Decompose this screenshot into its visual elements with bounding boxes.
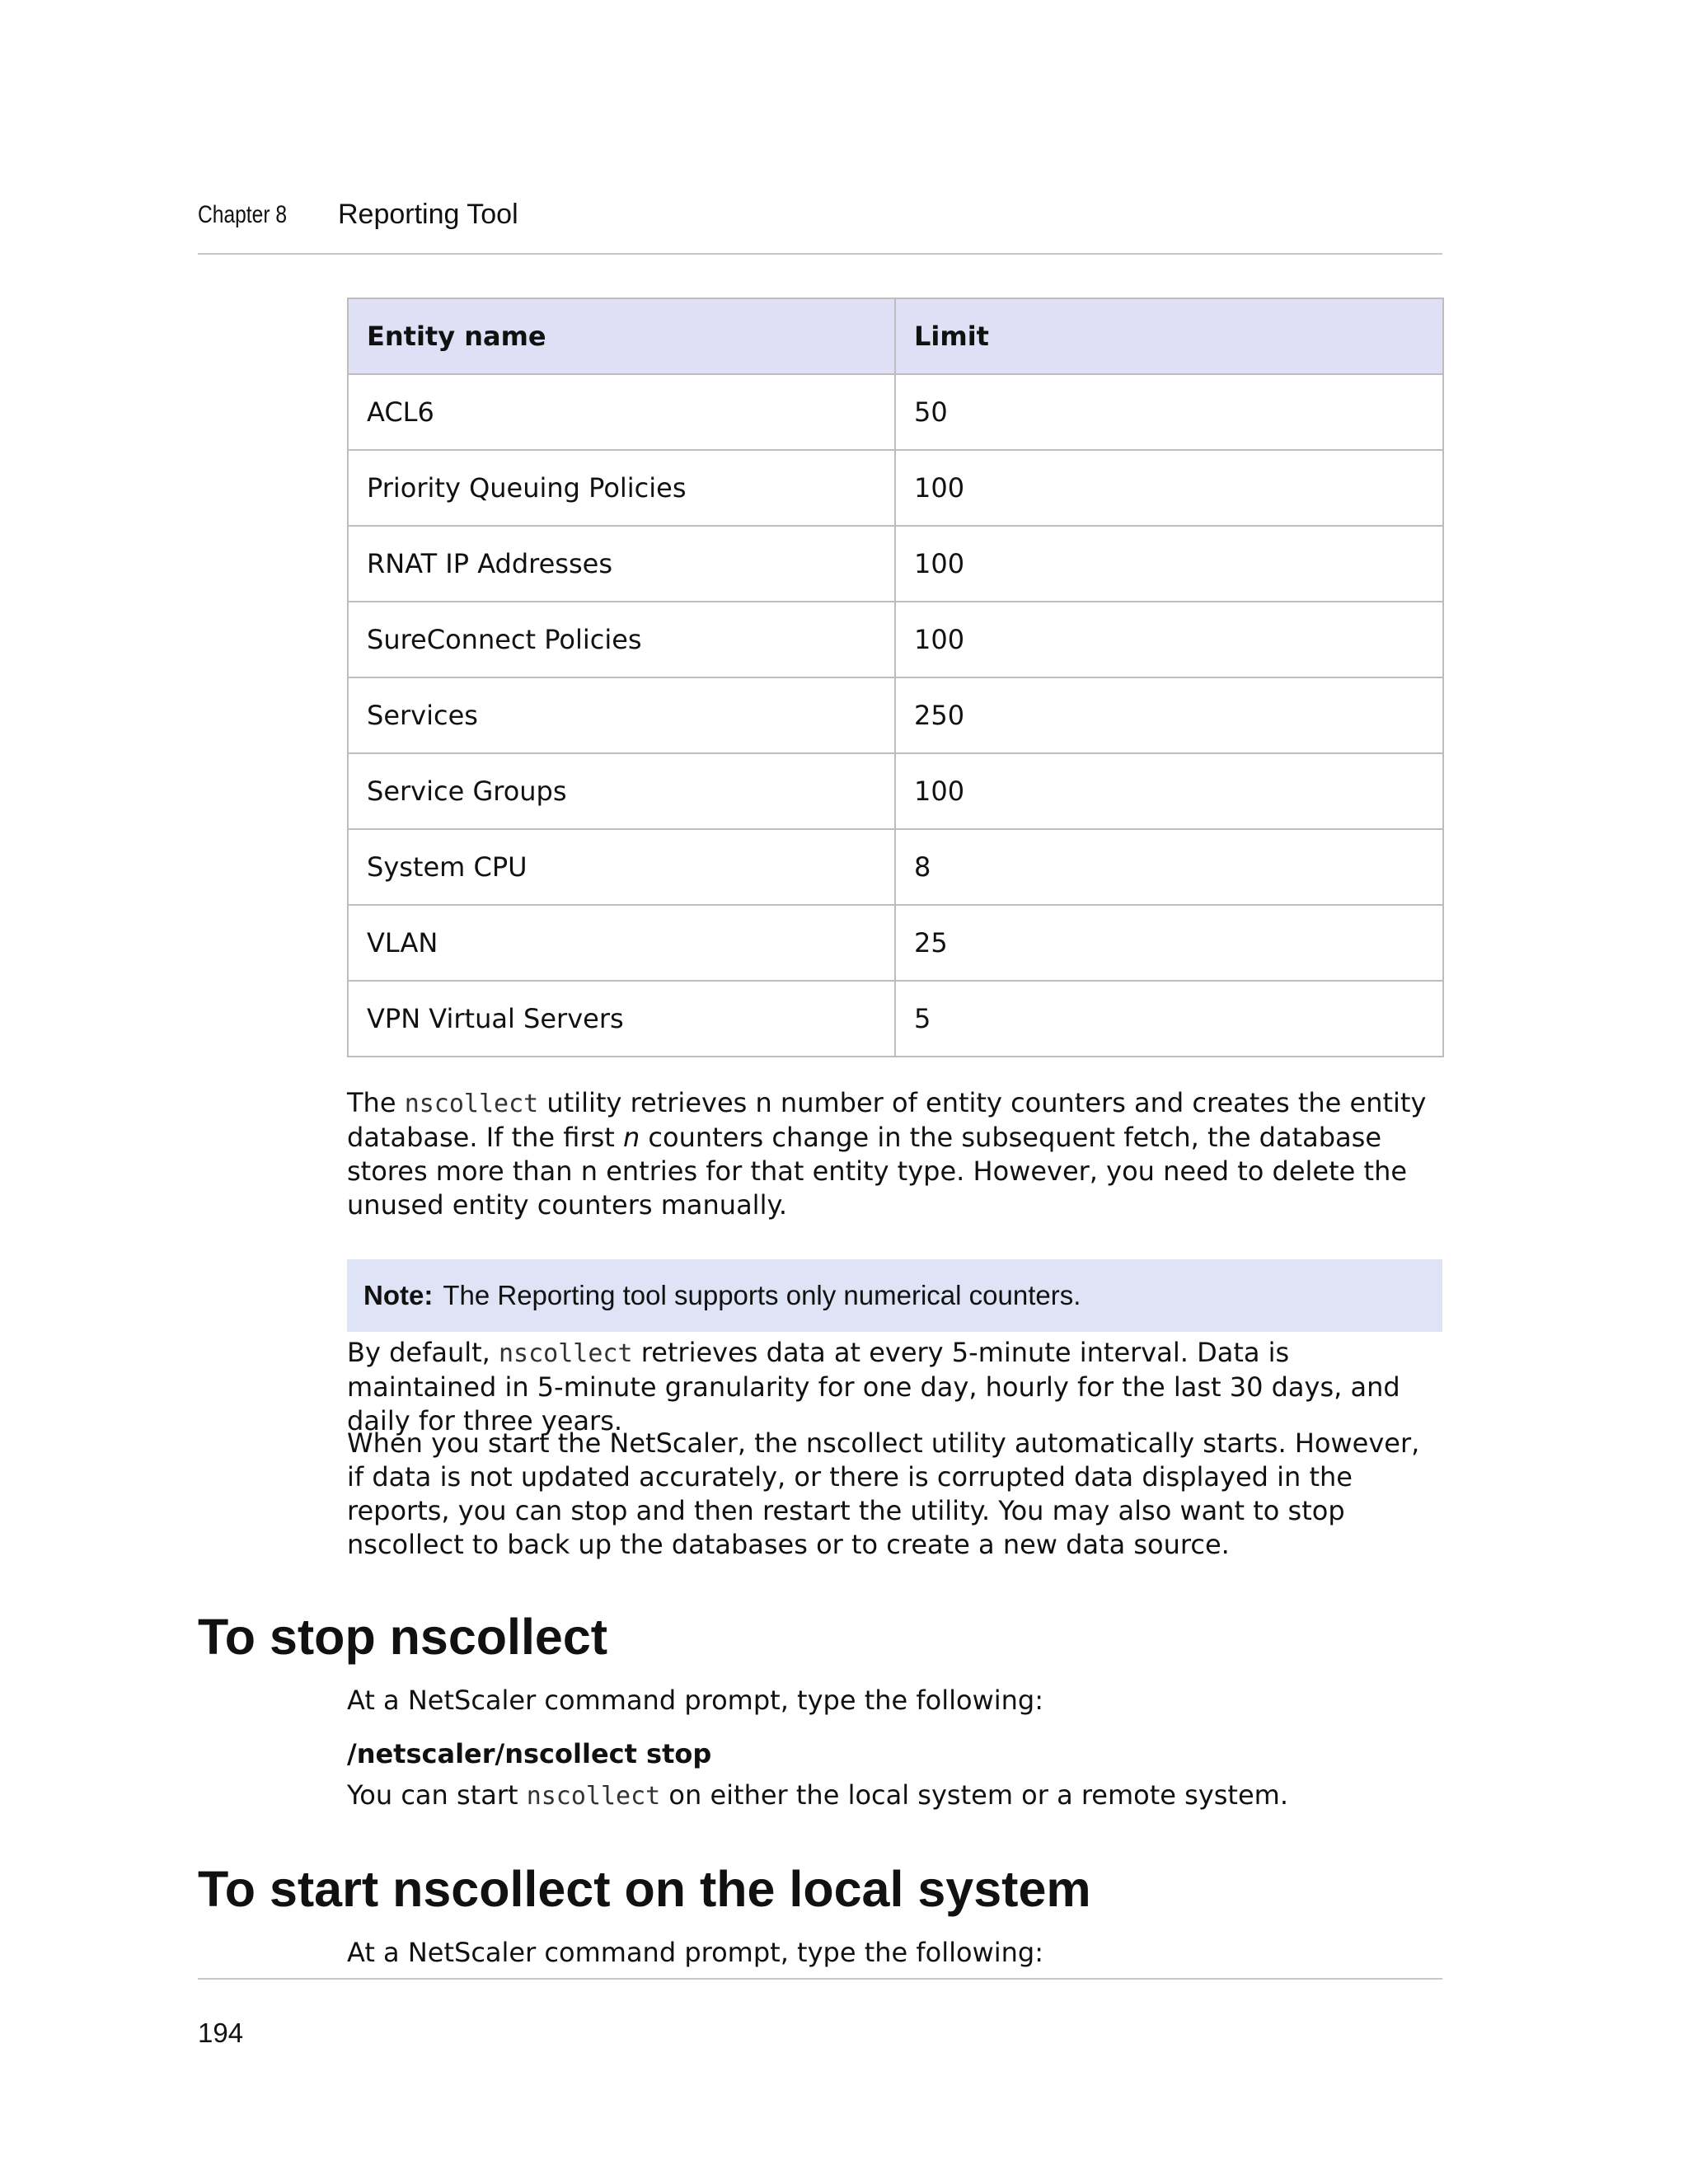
paragraph-text: on either the local system or a remote system.: [660, 1779, 1288, 1811]
section-heading-start-local: To start nscollect on the local system: [198, 1861, 1091, 1917]
entity-name-cell: Service Groups: [348, 753, 895, 829]
entity-name-cell: RNAT IP Addresses: [348, 526, 895, 602]
limit-cell: 25: [895, 905, 1443, 981]
default-interval-paragraph: [347, 1336, 1443, 1438]
limit-cell: 5: [895, 981, 1443, 1057]
table-row: [348, 450, 1443, 526]
limit-cell: 100: [895, 526, 1443, 602]
table-row: [348, 829, 1443, 905]
table-row: [348, 905, 1443, 981]
chapter-label: Chapter 8: [198, 201, 288, 228]
table-row: [348, 374, 1443, 450]
start-location-paragraph: [347, 1779, 1443, 1813]
entity-name-cell: SureConnect Policies: [348, 602, 895, 677]
paragraph-text: The: [347, 1087, 405, 1118]
start-local-intro-text: At a NetScaler command prompt, type the following:: [347, 1937, 1044, 1968]
entity-limits-table: [347, 298, 1444, 1057]
note-box: [347, 1259, 1442, 1332]
limit-cell: 100: [895, 753, 1443, 829]
paragraph-text: counters change in the subsequent fetch, the database stores more than n entries for that entity type. However, you need to delete the unused entity counters manually.: [347, 1122, 1408, 1221]
limit-cell: 50: [895, 374, 1443, 450]
entity-name-cell: VPN Virtual Servers: [348, 981, 895, 1057]
table-row: [348, 526, 1443, 602]
stop-intro-text: At a NetScaler command prompt, type the following:: [347, 1685, 1044, 1716]
stop-command: /netscaler/nscollect stop: [347, 1738, 712, 1769]
running-header: [198, 201, 1442, 254]
limit-cell: 100: [895, 450, 1443, 526]
entity-name-cell: System CPU: [348, 829, 895, 905]
emphasis-text: n: [622, 1122, 640, 1153]
table-row: [348, 602, 1443, 677]
restart-paragraph: When you start the NetScaler, the nscollect utility automatically starts. However, if data is not updated accurately, or there is corrupted data displayed in the reports, you can stop and then restart the utility. You may also want to stop nscollect to back up the databases or to create a new data source.: [347, 1427, 1420, 1560]
limit-cell: 250: [895, 677, 1443, 753]
chapter-title: Reporting Tool: [338, 199, 518, 230]
inline-code: nscollect: [526, 1782, 661, 1811]
paragraph-text: You can start: [347, 1779, 527, 1811]
inline-code: nscollect: [404, 1090, 539, 1118]
note-label: Note:: [363, 1280, 434, 1310]
paragraph-text: utility retrieves n number of entity counters and creates the entity database. If the first: [347, 1087, 1427, 1153]
section-heading-stop-nscollect: To stop nscollect: [198, 1609, 608, 1665]
paragraph-text: By default,: [347, 1337, 499, 1368]
entity-name-cell: Priority Queuing Policies: [348, 450, 895, 526]
page-number: 194: [198, 2018, 244, 2048]
table-row: [348, 981, 1443, 1057]
header-rule: [198, 253, 1442, 255]
table-header-row: [348, 298, 1443, 374]
column-header-entity-name: Entity name: [348, 298, 895, 374]
column-header-limit: Limit: [895, 298, 1443, 374]
entity-name-cell: Services: [348, 677, 895, 753]
table-row: [348, 753, 1443, 829]
paragraph-text: retrieves data at every 5-minute interval. Data is maintained in 5-minute granularity for one day, hourly for the last 30 days, and daily for three years.: [347, 1337, 1400, 1436]
entity-name-cell: ACL6: [348, 374, 895, 450]
note-text: The Reporting tool supports only numerical counters.: [443, 1280, 1081, 1310]
entity-name-cell: VLAN: [348, 905, 895, 981]
table-row: [348, 677, 1443, 753]
footer-rule: [198, 1978, 1442, 1980]
nscollect-description-paragraph: [347, 1086, 1443, 1222]
limit-cell: 100: [895, 602, 1443, 677]
inline-code: nscollect: [499, 1339, 633, 1368]
limit-cell: 8: [895, 829, 1443, 905]
